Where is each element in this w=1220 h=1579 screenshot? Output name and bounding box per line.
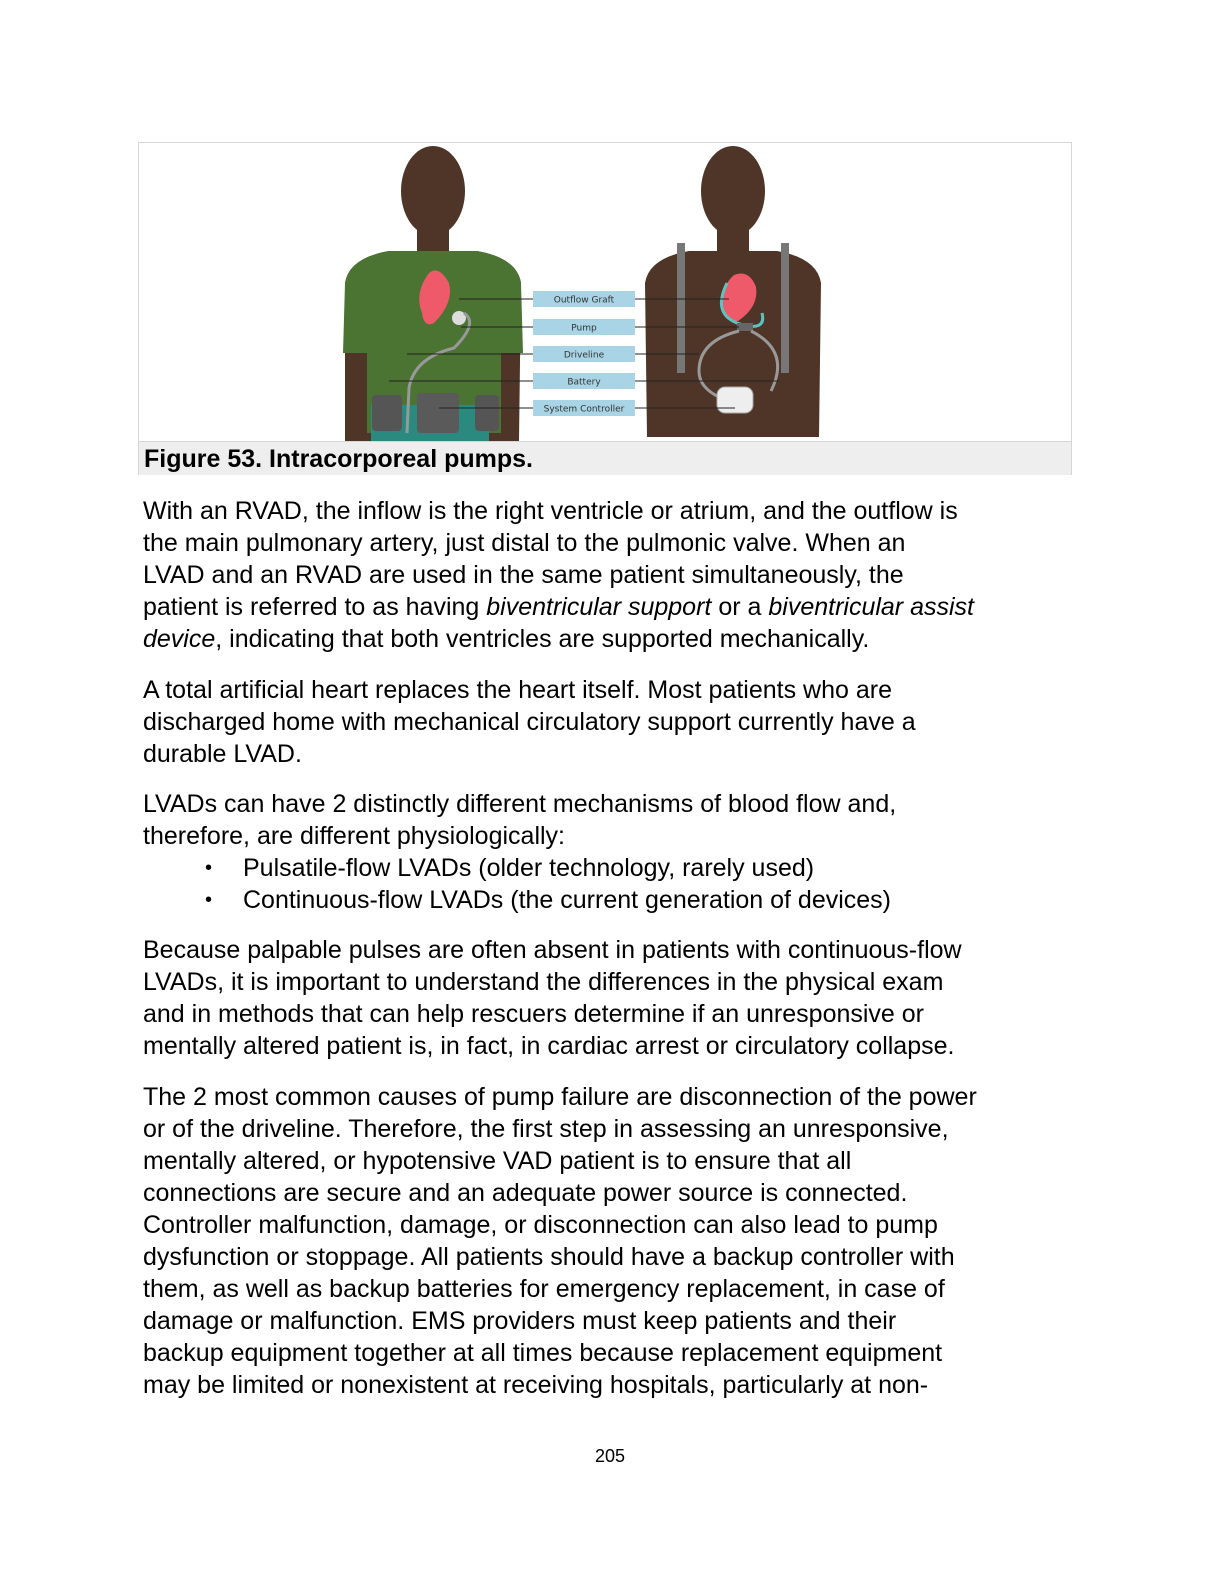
label-battery: [533, 373, 635, 389]
svg-text:Outflow Graft: Outflow Graft: [553, 295, 615, 306]
figure-caption: Figure 53. Intracorporeal pumps.: [139, 441, 1071, 475]
figure-53: [138, 142, 1072, 475]
list-item: • Continuous-flow LVADs (the current generation of devices): [143, 884, 891, 916]
list-item: • Pulsatile-flow LVADs (older technology, rarely used): [143, 852, 891, 884]
paragraph-lvad-mechanisms: LVADs can have 2 distinctly different mechanisms of blood flow and, therefore, are different physiologically:: [143, 790, 897, 850]
bullet-list: [143, 852, 891, 916]
svg-text:Driveline: Driveline: [563, 350, 605, 361]
paragraph-rvad: With an RVAD, the inflow is the right ventricle or atrium, and the outflow is the main pulmonary artery, just distal to the pulmonic valve. When an LVAD and an RVAD are used in the same patient simultaneously, the patient is referred to as having biventricular support or a biventricular assist device, indicating that both ventricles are supported mechanically.: [143, 497, 974, 653]
lvad-illustration: [139, 143, 1071, 441]
page-number: 205: [594, 1446, 626, 1466]
label-driveline: [533, 346, 635, 362]
svg-text:Battery: Battery: [567, 377, 601, 388]
svg-text:Pump: Pump: [571, 323, 597, 334]
paragraph-artificial-heart: A total artificial heart replaces the heart itself. Most patients who are discharged home with mechanical circulatory support currently have a durable LVAD.: [143, 676, 916, 768]
label-outflow-graft: [533, 291, 635, 307]
svg-text:System Controller: System Controller: [543, 404, 625, 415]
clothed-patient-figure: [343, 146, 523, 441]
label-system-controller: [533, 400, 635, 416]
paragraph-pump-failure: The 2 most common causes of pump failure are disconnection of the power or of the driveline. Therefore, the first step in assessing an unresponsive, mentally altered, or hypotensive VAD patient is to ensure that all connections are secure and an adequate power source is connected. Controller malfunction, damage, or disconnection can also lead to pump dysfunction or stoppage. All patients should have a backup controller with them, as well as backup batteries for emergency replacement, in case of damage or malfunction. EMS providers must keep patients and their backup equipment together at all times because replacement equipment may be limited or nonexistent at receiving hospitals, particularly at non-: [143, 1083, 977, 1399]
unclothed-patient-figure: [645, 146, 821, 437]
label-pump: [533, 319, 635, 335]
paragraph-pulses: Because palpable pulses are often absent in patients with continuous-flow LVADs, it is important to understand the differences in the physical exam and in methods that can help rescuers determine if an unresponsive or mentally altered patient is, in fact, in cardiac arrest or circulatory collapse.: [143, 936, 962, 1060]
